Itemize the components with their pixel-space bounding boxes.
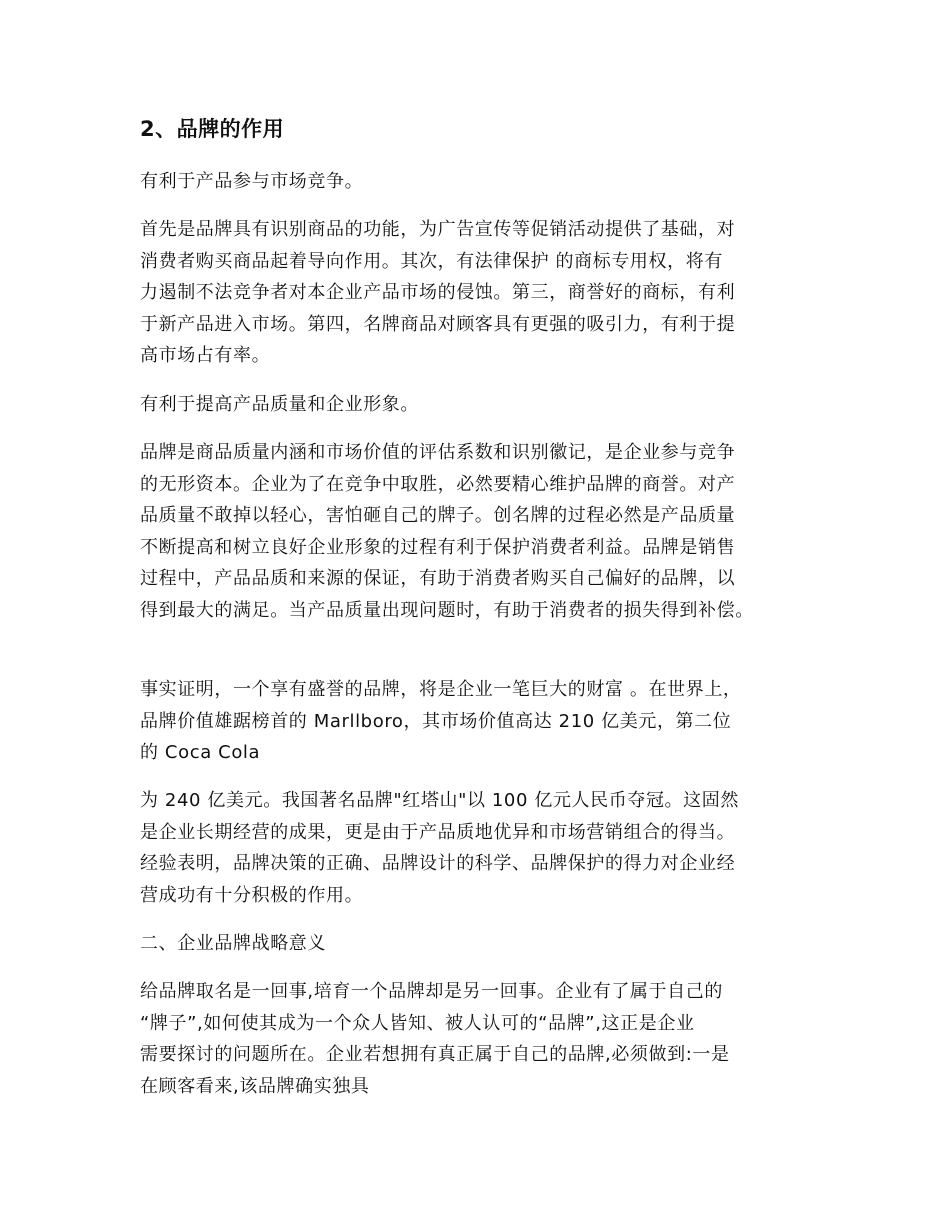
text-line: 于新产品进入市场。第四，名牌商品对顾客具有更强的吸引力，有利于提 [140,313,736,335]
text-line: 品牌是商品质量内涵和市场价值的评估系数和识别徽记，是企业参与竞争 [140,442,736,463]
paragraph-2 [140,214,830,372]
text-line: 经验表明，品牌决策的正确、品牌设计的科学、品牌保护的得力对企业经 [140,853,736,874]
text-line: 品牌价值雄踞榜首的 Marllboro，其市场价值高达 210 亿美元，第二位 [140,710,732,732]
text-line: 品质量不敢掉以轻心，害怕砸自己的牌子。创名牌的过程必然是产品质量 [140,505,736,526]
text-line: 有利于提高产品质量和企业形象。 [140,394,419,415]
text-line: 是企业长期经营的成果，更是由于产品质地优异和市场营销组合的得当。 [140,821,736,843]
section-heading: 2、品牌的作用 [140,117,285,141]
text-line: “牌子”,如何使其成为一个众人皆知、被人认可的“品牌”,这正是企业 [140,1012,695,1034]
paragraph-6 [140,785,830,911]
text-line: 不断提高和树立良好企业形象的过程有利于保护消费者利益。品牌是销售 [140,536,736,558]
text-line: 营成功有十分积极的作用。 [140,884,364,906]
paragraph-7 [140,928,830,960]
paragraph-5 [140,674,830,769]
paragraph-8 [140,976,830,1102]
text-line: 为 240 亿美元。我国著名品牌"红塔山"以 100 亿元人民币夺冠。这固然 [140,790,739,811]
text-line: 消费者购买商品起着导向作用。其次，有法律保护 的商标专用权，将有 [140,250,723,272]
text-line: 过程中，产品品质和来源的保证，有助于消费者购买自己偏好的品牌，以 [140,568,736,589]
paragraph-4 [140,437,830,626]
text-line: 力遏制不法竞争者对本企业产品市场的侵蚀。第三，商誉好的商标，有利 [140,282,736,303]
text-line: 给品牌取名是一回事,培育一个品牌却是另一回事。企业有了属于自己的 [140,981,723,1002]
paragraph-3 [140,389,830,421]
paragraph-1 [140,166,830,198]
text-line: 高市场占有率。 [140,345,271,366]
text-line: 有利于产品参与市场竞争。 [140,171,364,192]
text-line: 事实证明，一个享有盛誉的品牌，将是企业一笔巨大的财富 。在世界上， [140,679,742,700]
text-line: 的无形资本。企业为了在竞争中取胜，必然要精心维护品牌的商誉。对产 [140,473,736,495]
text-line: 在顾客看来,该品牌确实独具 [140,1075,370,1097]
text-line: 二、企业品牌战略意义 [140,933,326,954]
text-line: 得到最大的满足。当产品质量出现问题时，有助于消费者的损失得到补偿。 [140,599,754,621]
text-line: 需要探讨的问题所在。企业若想拥有真正属于自己的品牌,必须做到:一是 [140,1044,730,1065]
text-line: 的 Coca Cola [140,742,261,763]
text-line: 首先是品牌具有识别商品的功能，为广告宣传等促销活动提供了基础，对 [140,219,736,240]
